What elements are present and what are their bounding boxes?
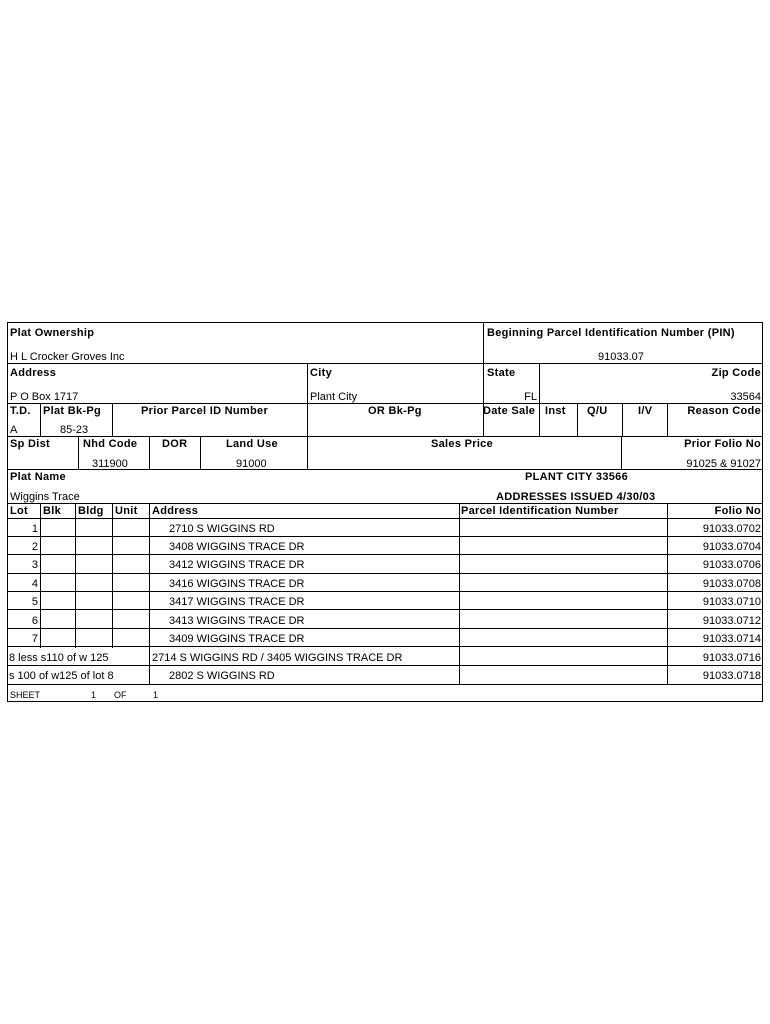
col-lot-header: Lot [10,505,29,517]
sales-price-label: Sales Price [431,438,494,450]
plat-ownership-value: H L Crocker Groves Inc [10,351,125,363]
row-folio: 91033.0718 [702,670,761,682]
row-folio: 91033.0716 [702,652,761,664]
prior-folio-value: 91025 & 91027 [686,458,761,470]
plat-bkpg-label: Plat Bk-Pg [43,405,102,417]
col-bldg-header: Bldg [78,505,104,517]
col-unit-header: Unit [115,505,138,517]
td-label: T.D. [10,405,31,417]
sheet-total: 1 [153,690,159,700]
row-lot: 5 [31,596,38,608]
row-lot: 2 [31,541,38,553]
row-address: 3412 WIGGINS TRACE DR [169,559,305,571]
pin-value: 91033.07 [598,351,644,363]
zip-value: 33564 [730,391,761,403]
land-use-value: 91000 [236,458,267,470]
address-label: Address [10,367,57,379]
inst-label: Inst [545,405,566,417]
row-lot: 4 [31,578,38,590]
sheet-number: 1 [91,690,97,700]
row-folio: 91033.0706 [702,559,761,571]
iv-label: I/V [638,405,653,417]
pin-label: Beginning Parcel Identification Number (PIN) [487,327,735,339]
state-value: FL [524,391,537,403]
col-pin-header: Parcel Identification Number [461,505,619,517]
td-value: A [10,424,18,436]
row-lot: 3 [31,559,38,571]
plat-form [7,322,763,702]
row-folio: 91033.0710 [702,596,761,608]
reason-code-label: Reason Code [687,405,761,417]
or-bkpg-label: OR Bk-Pg [368,405,422,417]
plat-name-label: Plat Name [10,471,66,483]
col-blk-header: Blk [43,505,62,517]
row-address: 2710 S WIGGINS RD [169,523,275,535]
city-note: PLANT CITY 33566 [525,471,629,483]
row-address: 3417 WIGGINS TRACE DR [169,596,305,608]
nhd-code-value: 311900 [92,458,128,470]
row-address: 2714 S WIGGINS RD / 3405 WIGGINS TRACE DR [152,652,403,664]
plat-bkpg-value: 85-23 [60,424,89,436]
prior-parcel-label: Prior Parcel ID Number [141,405,269,417]
row-address: 3416 WIGGINS TRACE DR [169,578,305,590]
row-address: 3409 WIGGINS TRACE DR [169,633,305,645]
nhd-code-label: Nhd Code [83,438,138,450]
city-value: Plant City [310,391,358,403]
sheet-label: SHEET [10,690,41,700]
city-label: City [310,367,332,379]
plat-name-value: Wiggins Trace [10,491,80,503]
row-folio: 91033.0704 [702,541,761,553]
row-lot: 6 [31,615,38,627]
row-lot: 1 [31,523,38,535]
row-folio: 91033.0708 [702,578,761,590]
row-address: 3408 WIGGINS TRACE DR [169,541,305,553]
row-folio: 91033.0712 [702,615,761,627]
state-label: State [487,367,516,379]
col-address-header: Address [152,505,199,517]
row-folio: 91033.0702 [702,523,761,535]
spdist-label: Sp Dist [10,438,50,450]
date-sale-label: Date Sale [483,405,536,417]
address-value: P O Box 1717 [10,391,79,403]
plat-ownership-label: Plat Ownership [10,327,95,339]
row-folio: 91033.0714 [702,633,761,645]
prior-folio-label: Prior Folio No [684,438,761,450]
row-lot: 7 [31,633,38,645]
qu-label: Q/U [587,405,608,417]
zip-label: Zip Code [711,367,761,379]
row-address: 3413 WIGGINS TRACE DR [169,615,305,627]
row-lot: 8 less s110 of w 125 [9,652,109,664]
dor-label: DOR [162,438,188,450]
of-label: OF [114,690,127,700]
land-use-label: Land Use [226,438,278,450]
col-folio-header: Folio No [714,505,761,517]
row-address: 2802 S WIGGINS RD [169,670,275,682]
row-lot: s 100 of w125 of lot 8 [9,670,114,682]
addresses-issued: ADDRESSES ISSUED 4/30/03 [496,491,656,503]
